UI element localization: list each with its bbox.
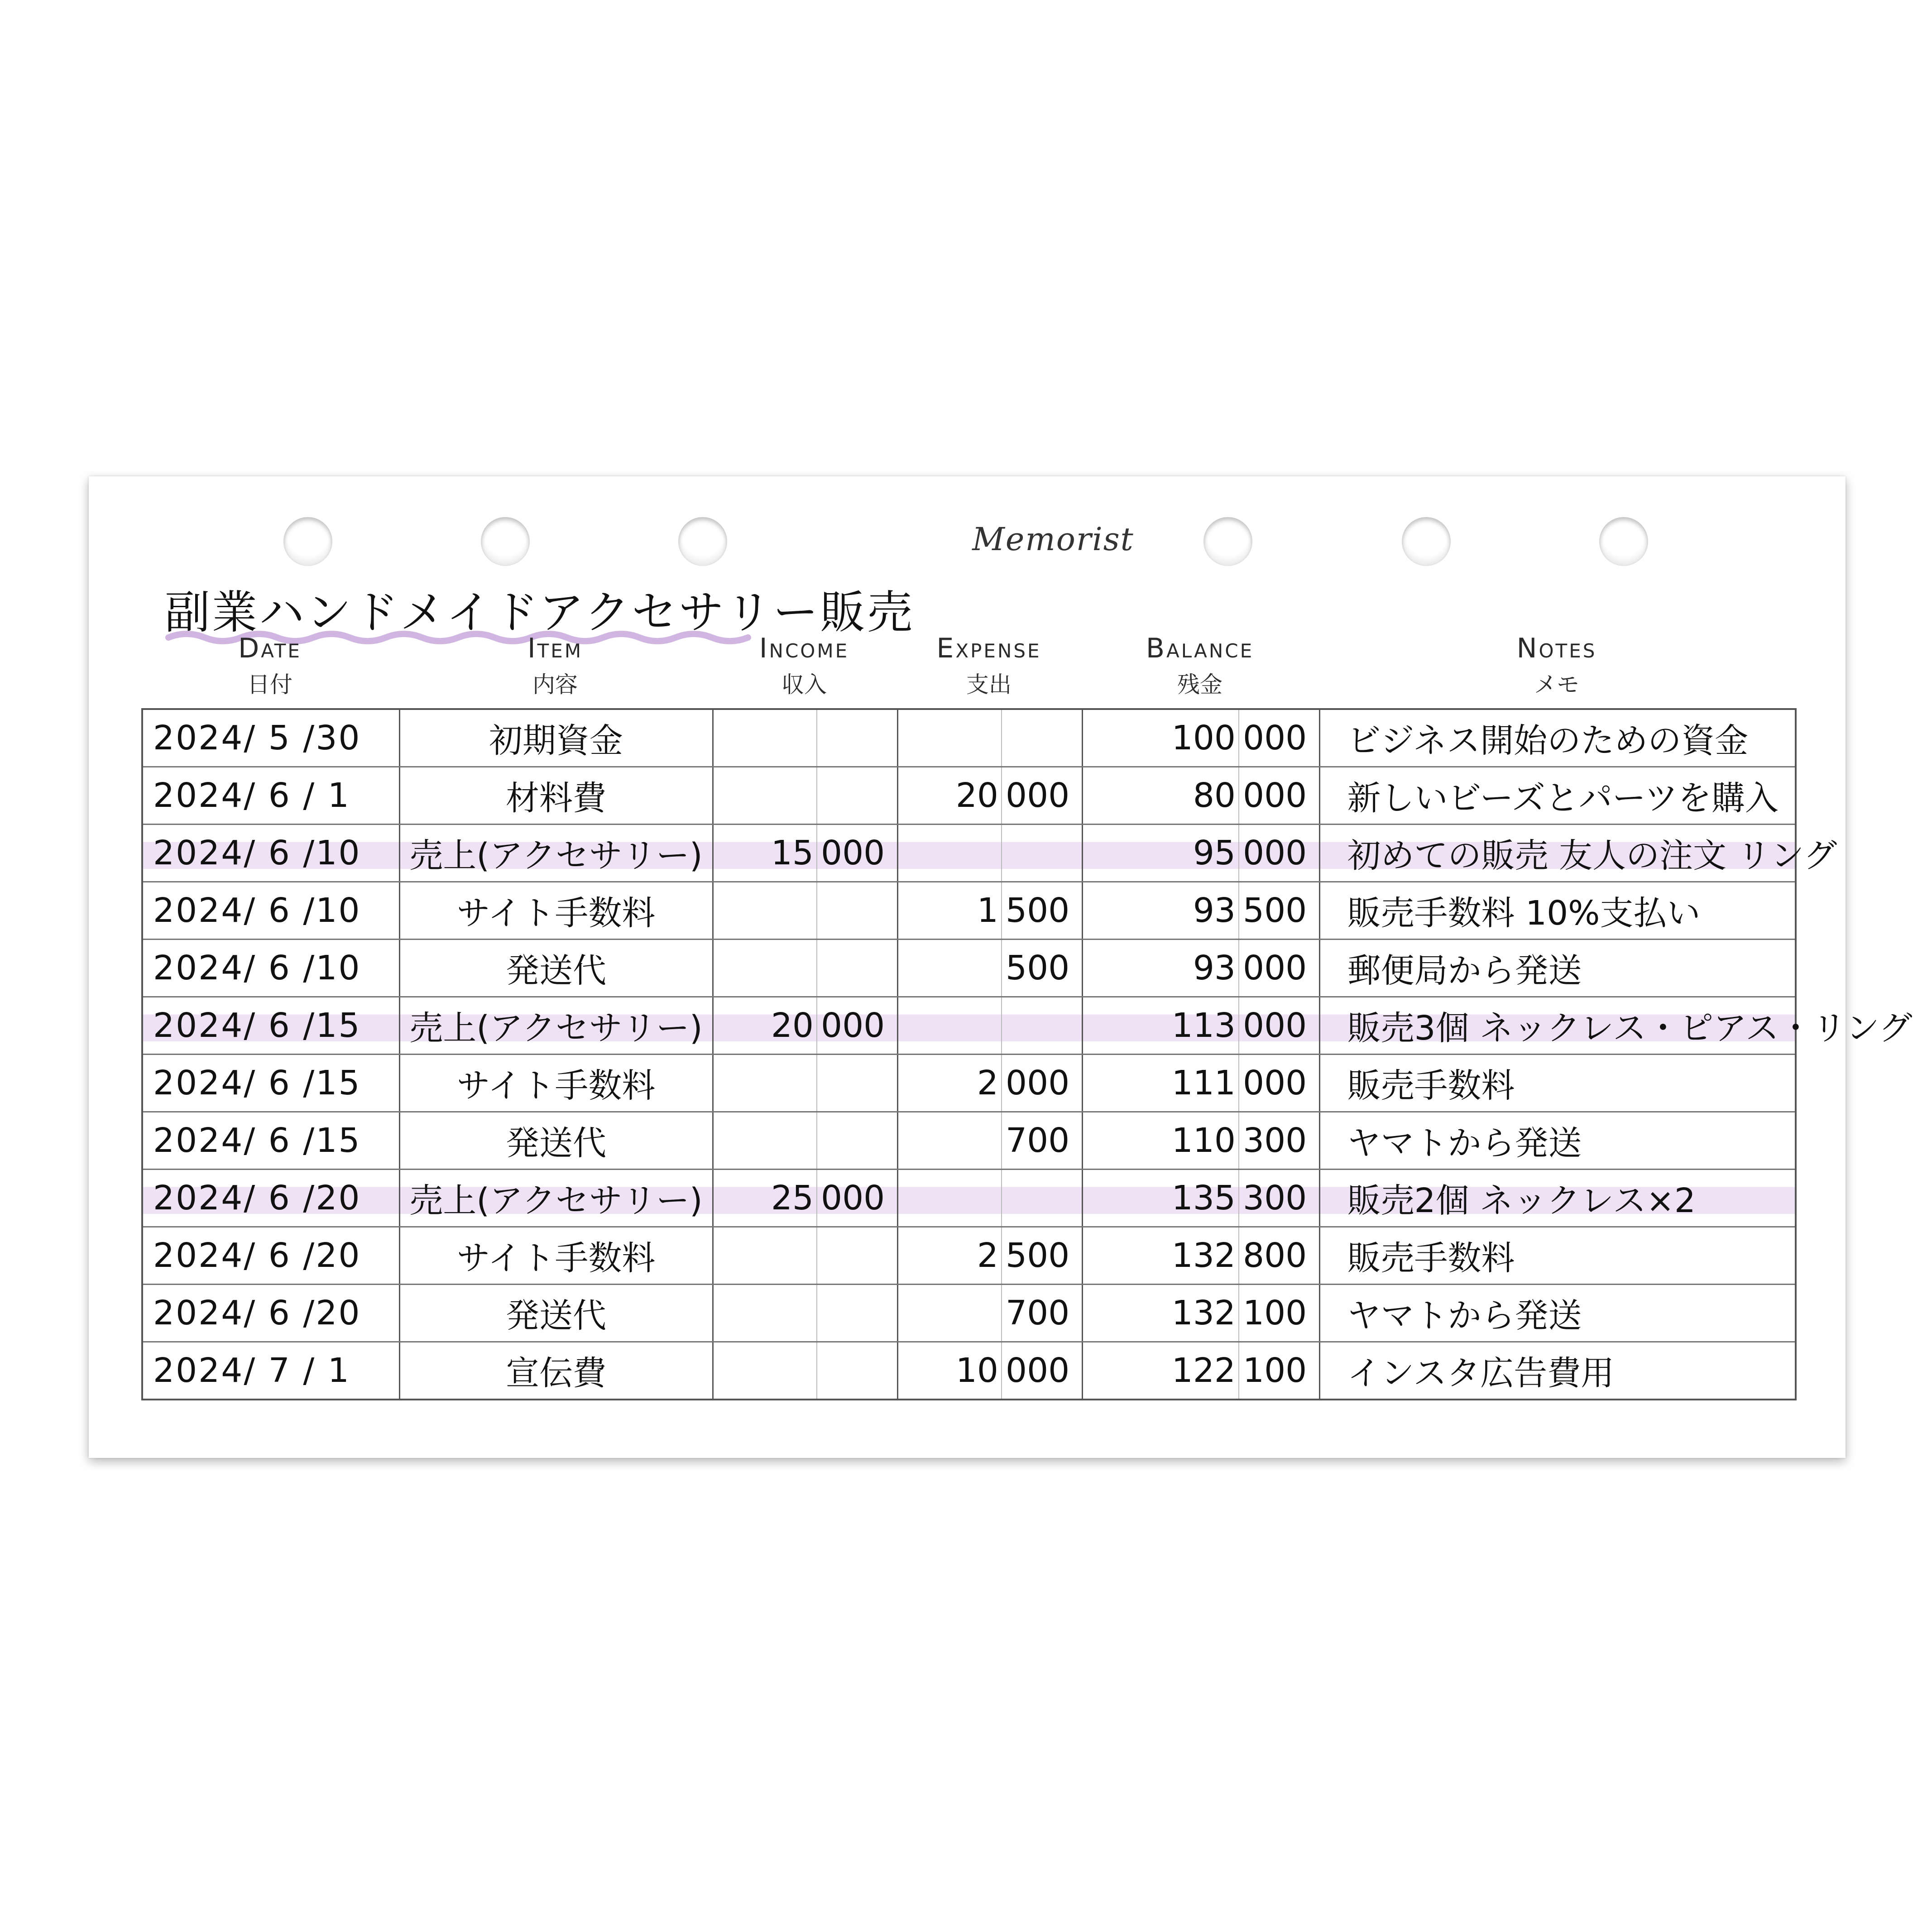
- notes-cell: 販売2個 ネックレス×2: [1319, 1170, 1796, 1227]
- balance-units-cell: 100: [1239, 1285, 1319, 1342]
- header-balance-ja: 残金: [1177, 671, 1222, 698]
- balance-thousands-cell: 111: [1082, 1055, 1239, 1112]
- balance-units-cell: 800: [1239, 1227, 1319, 1285]
- balance-units-cell: 000: [1239, 1055, 1319, 1112]
- expense-thousands-cell: 10: [897, 1342, 1002, 1400]
- balance-units-cell: 000: [1239, 997, 1319, 1055]
- ledger-sheet: [89, 476, 1913, 1458]
- table-row: [142, 767, 1796, 825]
- header-expense: [896, 630, 1081, 703]
- expense-thousands-cell: [897, 1112, 1002, 1170]
- balance-units-cell: 000: [1239, 767, 1319, 825]
- header-income: [712, 630, 896, 703]
- notes-cell: ヤマトから発送: [1319, 1112, 1796, 1170]
- notes-cell: 初めての販売 友人の注文 リング: [1319, 825, 1796, 882]
- expense-thousands-cell: 2: [897, 1055, 1002, 1112]
- date-cell: 2024/ 6 /20: [142, 1285, 399, 1342]
- item-cell: サイト手数料: [399, 882, 713, 940]
- table-row: [142, 1055, 1796, 1112]
- income-units-cell: [817, 940, 897, 997]
- balance-units-cell: 100: [1239, 1342, 1319, 1400]
- income-thousands-cell: 25: [713, 1170, 817, 1227]
- income-thousands-cell: [713, 1055, 817, 1112]
- income-units-cell: [817, 1227, 897, 1285]
- balance-thousands-cell: 132: [1082, 1227, 1239, 1285]
- table-row: [142, 997, 1796, 1055]
- ledger-table: [141, 708, 1913, 1400]
- balance-units-cell: 300: [1239, 1112, 1319, 1170]
- item-cell: 売上(アクセサリー): [399, 1170, 713, 1227]
- income-thousands-cell: [713, 767, 817, 825]
- item-cell: 発送代: [399, 940, 713, 997]
- header-notes-en: Notes: [1516, 633, 1597, 664]
- date-cell: 2024/ 5 /30: [142, 709, 399, 767]
- income-units-cell: 000: [817, 997, 897, 1055]
- item-cell: 初期資金: [399, 709, 713, 767]
- item-cell: 売上(アクセサリー): [399, 825, 713, 882]
- header-item-en: Item: [527, 633, 583, 664]
- date-cell: 2024/ 6 /10: [142, 882, 399, 940]
- expense-thousands-cell: 1: [897, 882, 1002, 940]
- header-notes-ja: メモ: [1534, 671, 1579, 698]
- expense-units-cell: 000: [1002, 1055, 1082, 1112]
- notes-cell: 新しいビーズとパーツを購入: [1319, 767, 1796, 825]
- notes-cell: 郵便局から発送: [1319, 940, 1796, 997]
- item-cell: 発送代: [399, 1112, 713, 1170]
- balance-thousands-cell: 93: [1082, 940, 1239, 997]
- income-units-cell: [817, 1112, 897, 1170]
- notes-cell: ビジネス開始のための資金: [1319, 709, 1796, 767]
- income-thousands-cell: [713, 1342, 817, 1400]
- expense-units-cell: [1002, 1170, 1082, 1227]
- table-row: [142, 1227, 1796, 1285]
- balance-thousands-cell: 110: [1082, 1112, 1239, 1170]
- notes-cell: 販売3個 ネックレス・ピアス・リング: [1319, 997, 1796, 1055]
- table-row: [142, 709, 1796, 767]
- expense-units-cell: [1002, 709, 1082, 767]
- balance-thousands-cell: 132: [1082, 1285, 1239, 1342]
- expense-units-cell: 500: [1002, 1227, 1082, 1285]
- income-units-cell: [817, 1342, 897, 1400]
- item-cell: 発送代: [399, 1285, 713, 1342]
- income-thousands-cell: [713, 709, 817, 767]
- header-item-ja: 内容: [532, 671, 578, 698]
- income-units-cell: [817, 1285, 897, 1342]
- balance-thousands-cell: 135: [1082, 1170, 1239, 1227]
- income-units-cell: [817, 882, 897, 940]
- header-income-en: Income: [759, 633, 849, 664]
- balance-thousands-cell: 93: [1082, 882, 1239, 940]
- date-cell: 2024/ 6 /10: [142, 940, 399, 997]
- notes-cell: 販売手数料: [1319, 1227, 1796, 1285]
- income-thousands-cell: [713, 882, 817, 940]
- expense-thousands-cell: [897, 1170, 1002, 1227]
- table-row: [142, 882, 1796, 940]
- ledger-body: [142, 709, 1913, 1400]
- binder-hole: [678, 517, 727, 566]
- binder-hole: [1599, 517, 1648, 566]
- expense-thousands-cell: 20: [897, 767, 1002, 825]
- table-row: [142, 1170, 1796, 1227]
- balance-thousands-cell: 122: [1082, 1342, 1239, 1400]
- header-notes: [1318, 630, 1795, 703]
- expense-units-cell: 500: [1002, 882, 1082, 940]
- binder-hole: [481, 517, 530, 566]
- header-balance: [1081, 630, 1318, 703]
- expense-units-cell: 000: [1002, 1342, 1082, 1400]
- expense-thousands-cell: 2: [897, 1227, 1002, 1285]
- income-thousands-cell: [713, 1285, 817, 1342]
- item-cell: 売上(アクセサリー): [399, 997, 713, 1055]
- expense-thousands-cell: [897, 940, 1002, 997]
- date-cell: 2024/ 6 /20: [142, 1170, 399, 1227]
- expense-units-cell: 700: [1002, 1285, 1082, 1342]
- notes-cell: インスタ広告費用: [1347, 1354, 1615, 1393]
- date-cell: 2024/ 6 /20: [142, 1227, 399, 1285]
- table-row: [142, 1112, 1796, 1170]
- income-units-cell: [817, 767, 897, 825]
- table-row: [142, 1342, 1796, 1400]
- date-cell: 2024/ 6 /15: [142, 997, 399, 1055]
- expense-thousands-cell: [897, 1285, 1002, 1342]
- income-thousands-cell: 20: [713, 997, 817, 1055]
- date-cell: 2024/ 6 /15: [142, 1055, 399, 1112]
- expense-units-cell: [1002, 997, 1082, 1055]
- item-cell: サイト手数料: [399, 1055, 713, 1112]
- income-units-cell: 000: [817, 825, 897, 882]
- balance-units-cell: 000: [1239, 825, 1319, 882]
- date-cell: 2024/ 6 / 1: [142, 767, 399, 825]
- balance-thousands-cell: 100: [1082, 709, 1239, 767]
- header-income-ja: 収入: [781, 671, 827, 698]
- expense-units-cell: 700: [1002, 1112, 1082, 1170]
- header-balance-en: Balance: [1146, 633, 1254, 664]
- balance-units-cell: 300: [1239, 1170, 1319, 1227]
- item-cell: サイト手数料: [399, 1227, 713, 1285]
- brand-logo: Memorist: [972, 521, 1134, 558]
- expense-units-cell: [1002, 825, 1082, 882]
- date-cell: 2024/ 6 /15: [142, 1112, 399, 1170]
- balance-thousands-cell: 80: [1082, 767, 1239, 825]
- expense-units-cell: 500: [1002, 940, 1082, 997]
- notes-cell: 販売手数料: [1319, 1055, 1796, 1112]
- binder-hole: [1402, 517, 1451, 566]
- table-row: [142, 825, 1796, 882]
- income-thousands-cell: [713, 1112, 817, 1170]
- balance-units-cell: 000: [1239, 709, 1319, 767]
- income-units-cell: 000: [817, 1170, 897, 1227]
- item-cell: 材料費: [399, 767, 713, 825]
- header-date-ja: 日付: [247, 671, 292, 698]
- balance-units-cell: 000: [1239, 940, 1319, 997]
- table-row: [142, 1285, 1796, 1342]
- date-cell: 2024/ 7 / 1: [142, 1342, 399, 1400]
- header-date: [141, 630, 398, 703]
- income-units-cell: [817, 1055, 897, 1112]
- page-title: 副業ハンドメイドアクセサリー販売: [165, 586, 914, 639]
- expense-thousands-cell: [897, 997, 1002, 1055]
- header-expense-en: Expense: [936, 633, 1041, 664]
- item-cell: 宣伝費: [399, 1342, 713, 1400]
- balance-thousands-cell: 113: [1082, 997, 1239, 1055]
- expense-thousands-cell: [897, 825, 1002, 882]
- balance-thousands-cell: 95: [1082, 825, 1239, 882]
- notes-cell: 販売手数料 10%支払い: [1319, 882, 1796, 940]
- income-thousands-cell: [713, 1227, 817, 1285]
- header-date-en: Date: [238, 633, 302, 664]
- header-item: [398, 630, 712, 703]
- expense-thousands-cell: [897, 709, 1002, 767]
- income-thousands-cell: [713, 940, 817, 997]
- expense-units-cell: 000: [1002, 767, 1082, 825]
- binder-hole: [283, 517, 332, 566]
- binder-hole: [1203, 517, 1252, 566]
- date-cell: 2024/ 6 /10: [142, 825, 399, 882]
- header-expense-ja: 支出: [966, 671, 1012, 698]
- income-thousands-cell: 15: [713, 825, 817, 882]
- balance-units-cell: 500: [1239, 882, 1319, 940]
- income-units-cell: [817, 709, 897, 767]
- table-row: [142, 940, 1796, 997]
- notes-cell: ヤマトから発送: [1319, 1285, 1796, 1342]
